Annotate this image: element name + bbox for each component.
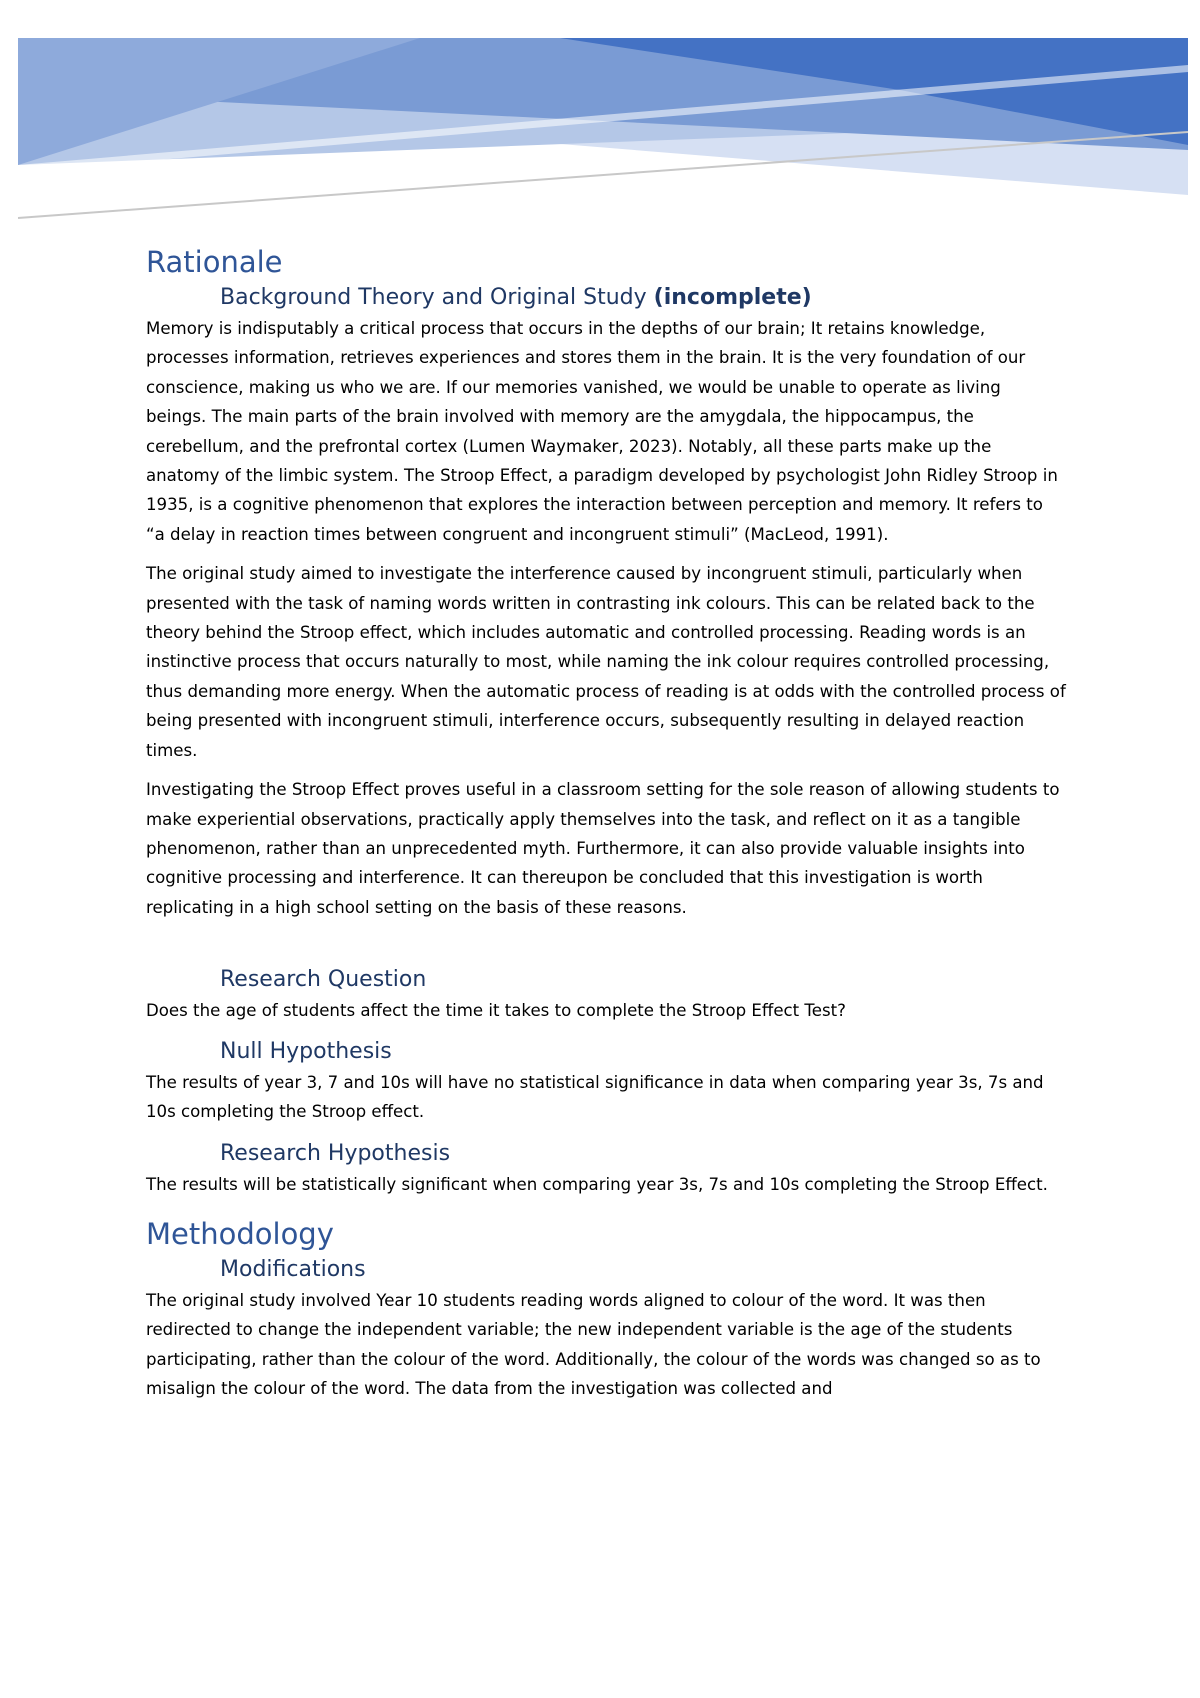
null-hypothesis-text: The results of year 3, 7 and 10s will have no statistical significance in data when comparing year 3s, 7s and 10s completing the Stroop effect. bbox=[146, 1072, 1044, 1121]
null-hypothesis-heading: Null Hypothesis bbox=[220, 1038, 392, 1064]
research-question-heading: Research Question bbox=[220, 967, 427, 993]
background-paragraph-2: The original study aimed to investigate the interference caused by incongruent stimuli, particularly when presented with the task of naming words written in contrasting ink colours. This can be related back to the theory behind the Stroop effect, which includes automatic and controlled processing. Reading words is an instinctive process that occurs naturally to most, while naming the ink colour requires controlled processing, thus demanding more energy. When the automatic process of reading is at odds with the controlled process of being presented with incongruent stimuli, interference occurs, subsequently resulting in delayed reaction times. bbox=[146, 564, 1066, 760]
background-paragraph-1: Memory is indisputably a critical process that occurs in the depths of our brain; It retains knowledge, processes information, retrieves experiences and stores them in the brain. It is the very foundation of our conscience, making us who we are. If our memories vanished, we would be unable to operate as living beings. The main parts of the brain involved with memory are the amygdala, the hippocampus, the cerebellum, and the prefrontal cortex (Lumen Waymaker, 2023). Notably, all these parts make up the anatomy of the limbic system. The Stroop Effect, a paradigm developed by psychologist John Ridley Stroop in 1935, is a cognitive phenomenon that explores the interaction between perception and memory. It refers to “a delay in reaction times between congruent and incongruent stimuli” (MacLeod, 1991). bbox=[146, 319, 1058, 544]
background-paragraph-3: Investigating the Stroop Effect proves useful in a classroom setting for the sole reason of allowing students to make experiential observations, practically apply themselves into the task, and reflect on it as a tangible phenomenon, rather than an unprecedented myth. Furthermore, it can also provide valuable insights into cognitive processing and interference. It can thereupon be concluded that this investigation is worth replicating in a high school setting on the basis of these reasons. bbox=[146, 780, 1060, 917]
incomplete-label: (incomplete) bbox=[653, 285, 812, 310]
research-hypothesis-text: The results will be statistically significant when comparing year 3s, 7s and 10s completing the Stroop Effect. bbox=[146, 1175, 1048, 1195]
rationale-heading: Rationale bbox=[146, 245, 283, 279]
modifications-text: The original study involved Year 10 students reading words aligned to colour of the word. It was then redirected to change the independent variable; the new independent variable is the age of the students participating, rather than the colour of the word. Additionally, the colour of the words was changed so as to misalign the colour of the word. The data from the investigation was collected and bbox=[146, 1290, 1041, 1398]
research-question-text: Does the age of students affect the time it takes to complete the Stroop Effect Test? bbox=[146, 1001, 846, 1021]
background-theory-heading bbox=[220, 282, 1066, 314]
header-banner bbox=[0, 0, 1200, 240]
methodology-heading: Methodology bbox=[146, 1216, 334, 1251]
research-hypothesis-heading: Research Hypothesis bbox=[220, 1141, 451, 1167]
modifications-heading: Modifications bbox=[220, 1256, 366, 1282]
background-theory-heading-text: Background Theory and Original Study bbox=[220, 285, 647, 310]
document-body bbox=[146, 242, 1066, 1403]
